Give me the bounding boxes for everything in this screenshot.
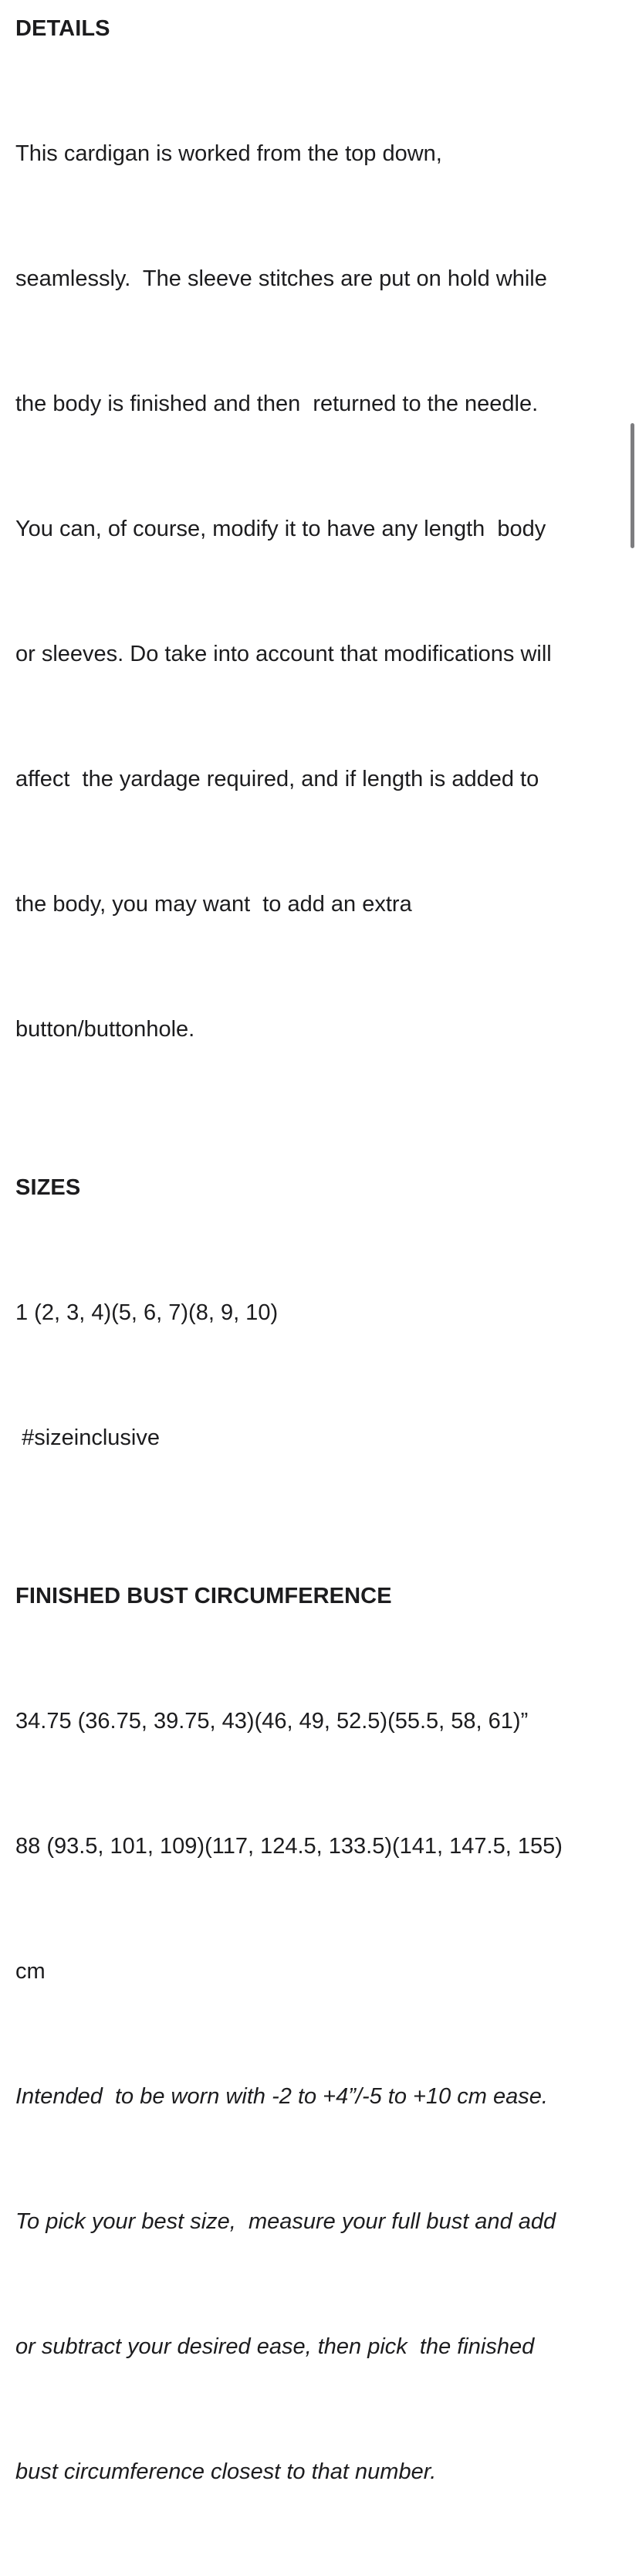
details-heading: DETAILS [15, 16, 110, 41]
details-line: This cardigan is worked from the top down, [15, 141, 442, 166]
bust-cm-unit: cm [15, 1959, 46, 1984]
details-line: the body is finished and then returned to the needle. [15, 391, 539, 416]
details-line: button/buttonhole. [15, 1017, 195, 1042]
bust-section [15, 1581, 625, 2576]
sizes-line: 1 (2, 3, 4)(5, 6, 7)(8, 9, 10) [15, 1300, 279, 1325]
sizes-paragraph [15, 1208, 625, 1542]
details-paragraph [15, 49, 625, 1134]
sizes-section [15, 1172, 625, 1542]
document-content [15, 0, 625, 2576]
bust-paragraph [15, 1617, 625, 2576]
bust-note-line: or subtract your desired ease, then pick the finished [15, 2334, 535, 2359]
bust-inches-line: 34.75 (36.75, 39.75, 43)(46, 49, 52.5)(55.5, 58, 61)” [15, 1709, 529, 1734]
details-line: affect the yardage required, and if length is added to [15, 767, 539, 791]
bust-note-line: To pick your best size, measure your full bust and add [15, 2209, 556, 2234]
sizes-heading: SIZES [15, 1175, 81, 1200]
vertical-scrollbar[interactable] [631, 423, 634, 548]
bust-note-line: bust circumference closest to that number. [15, 2459, 437, 2484]
details-line: the body, you may want to add an extra [15, 892, 412, 917]
details-line: You can, of course, modify it to have any length body [15, 517, 546, 541]
section-spacer [15, 1134, 625, 1172]
bust-note-line: Intended to be worn with -2 to +4”/-5 to +10 cm ease. [15, 2084, 548, 2109]
bust-cm-line: 88 (93.5, 101, 109)(117, 124.5, 133.5)(141, 147.5, 155) [15, 1834, 563, 1859]
bust-heading: FINISHED BUST CIRCUMFERENCE [15, 1584, 392, 1608]
details-section [15, 13, 625, 1134]
section-spacer [15, 1542, 625, 1581]
details-line: seamlessly. The sleeve stitches are put on hold while [15, 266, 547, 291]
details-line: or sleeves. Do take into account that modifications will [15, 642, 552, 666]
sizes-hashtag: #sizeinclusive [15, 1425, 160, 1450]
